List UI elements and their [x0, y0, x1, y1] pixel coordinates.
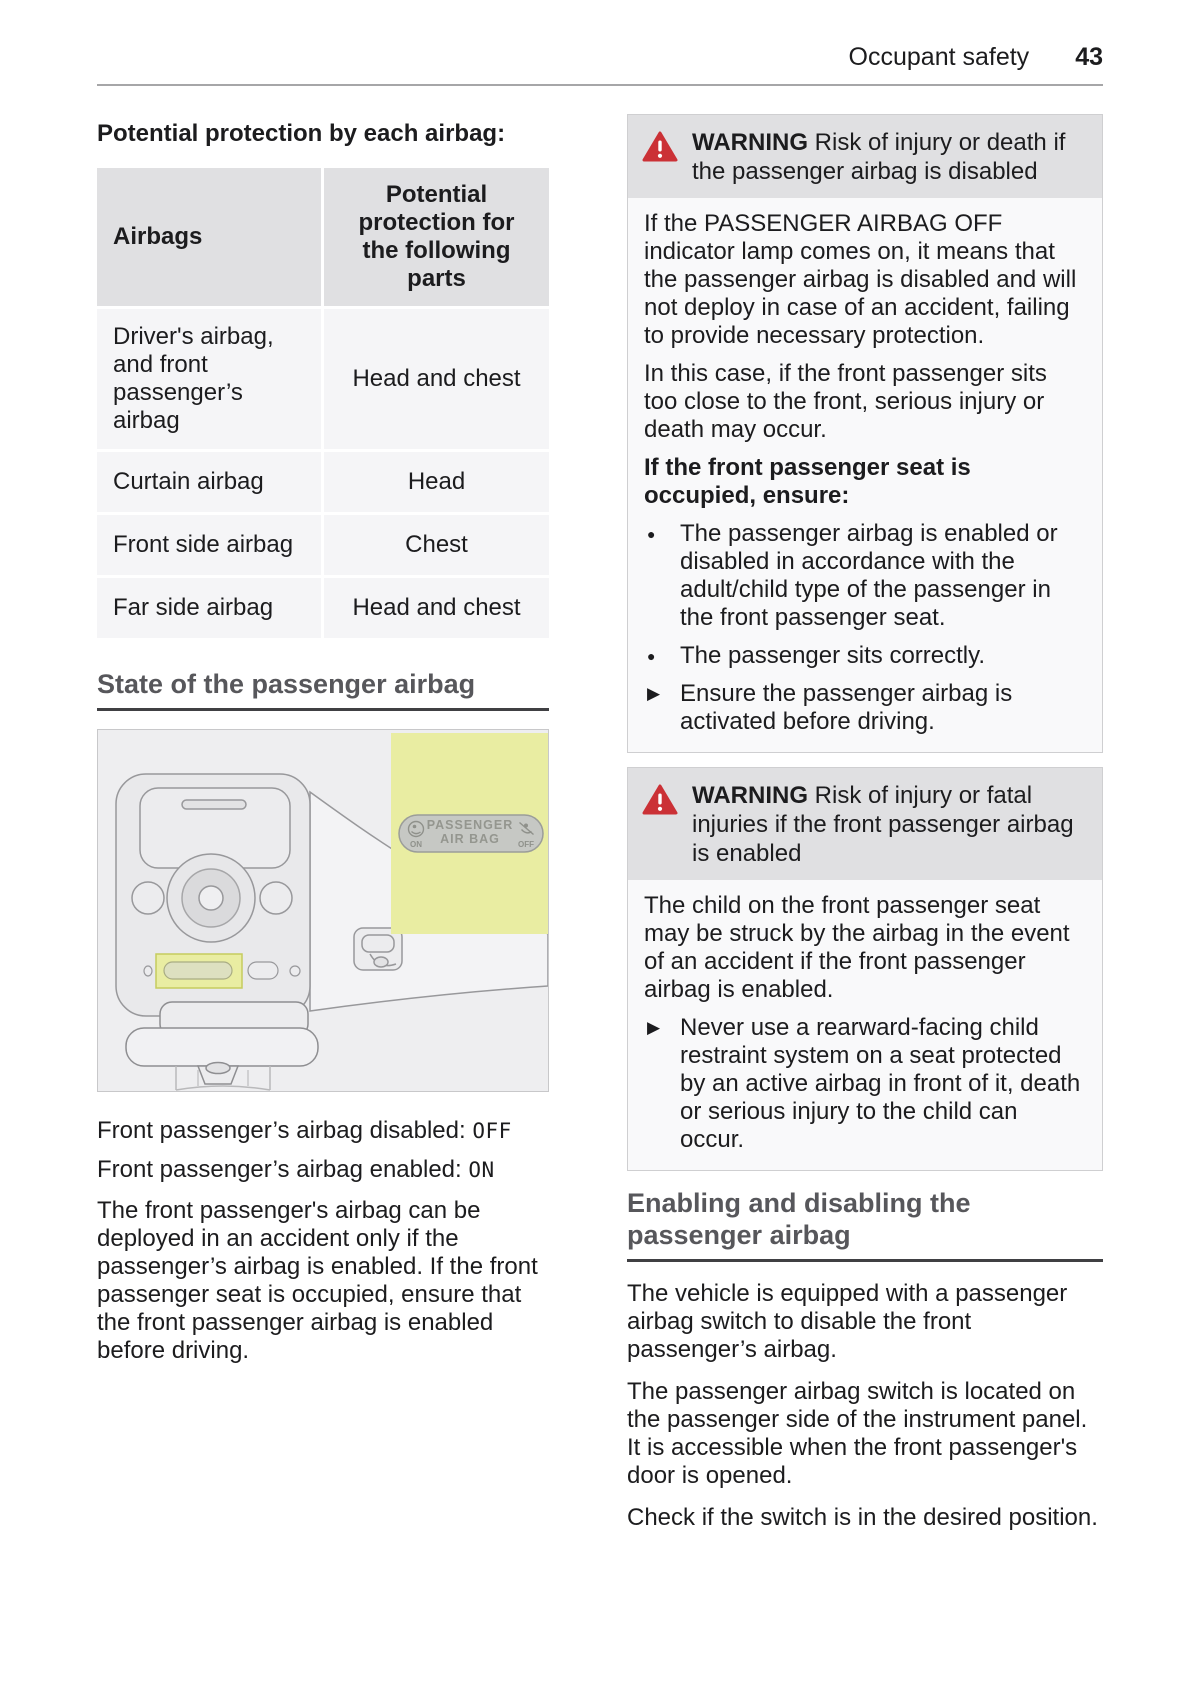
warning-body — [628, 880, 1102, 1170]
switch-location-paragraph: The passenger airbag switch is located on the passenger side of the instrument panel. It is accessible when the front passenger's door is opened. — [627, 1378, 1088, 1490]
left-column — [97, 114, 549, 1533]
switch-check-paragraph: Check if the switch is in the desired position. — [627, 1504, 1098, 1532]
list-item — [644, 520, 1086, 632]
status-disabled-value: OFF — [472, 1118, 512, 1143]
list-item — [644, 642, 1086, 670]
table-row: Curtain airbag — [97, 452, 321, 512]
page-number: 43 — [1075, 43, 1103, 71]
section-heading-enabling: Enabling and disabling the passenger airbag — [627, 1187, 1103, 1263]
section-heading-state: State of the passenger airbag — [97, 668, 549, 711]
mirror-mount — [354, 928, 402, 970]
status-enabled-value: ON — [468, 1157, 495, 1182]
warning-paragraph: If the PASSENGER AIRBAG OFF indicator lamp comes on, it means that the passenger airbag is disabled and will not deploy in case of an accident, failing to provide necessary protection. — [644, 209, 1077, 349]
indicator-text-line1: PASSENGER — [426, 817, 514, 832]
warning-title — [692, 128, 1086, 186]
indicator-text-line2: AIR BAG — [440, 831, 500, 846]
bullet-text: The passenger airbag is enabled or disabled in accordance with the adult/child type of the passenger in the front passenger seat. — [680, 519, 1058, 631]
table-header-protection: Potential protection for the following parts — [324, 168, 549, 306]
page-header — [97, 0, 1103, 86]
arrow-icon: ▶ — [647, 683, 661, 703]
table-row: Driver's airbag, and front passenger’s airbag — [97, 309, 321, 449]
deployment-paragraph: The front passenger's airbag can be deployed in an accident only if the passenger’s airbag is enabled. If the front passenger seat is occupied, ensure that the front passenger airbag is enabled before driving. — [97, 1196, 538, 1364]
console-drawing — [98, 730, 548, 1091]
table-row: Far side airbag — [97, 578, 321, 638]
chapter-title: Occupant safety — [848, 43, 1030, 71]
warning-label: WARNING — [692, 128, 808, 156]
warning-title-text: Risk of injury or death if the passenger airbag is disabled — [692, 128, 1066, 185]
warning-paragraph: The child on the front passenger seat may be struck by the airbag in the event of an accident if the front passenger airbag is enabled. — [644, 891, 1070, 1003]
warning-title — [692, 781, 1086, 868]
warning-body — [628, 198, 1102, 752]
switch-paragraph: The vehicle is equipped with a passenger airbag switch to disable the front passenger’s airbag. — [627, 1280, 1068, 1364]
warning-box-disabled — [627, 114, 1103, 753]
table-row: Head and chest — [324, 578, 549, 638]
action-item — [644, 1014, 1086, 1154]
warning-label: WARNING — [692, 781, 808, 809]
warning-header — [628, 768, 1102, 880]
bullet-text: The passenger sits correctly. — [680, 641, 986, 669]
table-header-airbags: Airbags — [97, 168, 321, 306]
table-intro: Potential protection by each airbag: — [97, 119, 506, 147]
warning-header — [628, 115, 1102, 198]
two-column-layout — [97, 86, 1103, 1533]
action-item — [644, 680, 1086, 736]
table-row: Front side airbag — [97, 515, 321, 575]
table-row: Head — [324, 452, 549, 512]
table-row: Head and chest — [324, 309, 549, 449]
arrow-icon: ▶ — [647, 1017, 661, 1037]
action-text: Ensure the passenger airbag is activated before driving. — [680, 679, 1013, 735]
right-column — [627, 114, 1103, 1533]
airbag-status-lines — [97, 1116, 549, 1185]
table-row: Chest — [324, 515, 549, 575]
action-text: Never use a rearward-facing child restraint system on a seat protected by an active airbag in front of it, death or serious injury to the child can occur. — [680, 1013, 1081, 1153]
warning-title-text: Risk of injury or fatal injuries if the front passenger airbag is enabled — [692, 781, 1074, 867]
status-disabled — [97, 1116, 549, 1146]
bullet-icon: ● — [647, 647, 656, 664]
off-label: OFF — [518, 839, 534, 849]
status-disabled-label: Front passenger’s airbag disabled: — [97, 1116, 473, 1144]
bullet-icon: ● — [647, 525, 656, 542]
status-enabled-label: Front passenger’s airbag enabled: — [97, 1155, 469, 1183]
warning-lead: If the front passenger seat is occupied, ensure: — [644, 453, 971, 509]
warning-box-enabled — [627, 767, 1103, 1171]
passenger-airbag-indicator-callout — [391, 733, 548, 934]
warning-triangle-icon — [642, 131, 678, 186]
status-enabled — [97, 1155, 549, 1185]
warning-triangle-icon — [642, 784, 678, 868]
airbag-protection-table — [97, 168, 549, 638]
overhead-console-illustration — [97, 729, 549, 1092]
on-label: ON — [410, 839, 422, 849]
warning-paragraph: In this case, if the front passenger sits too close to the front, serious injury or death may occur. — [644, 359, 1047, 443]
